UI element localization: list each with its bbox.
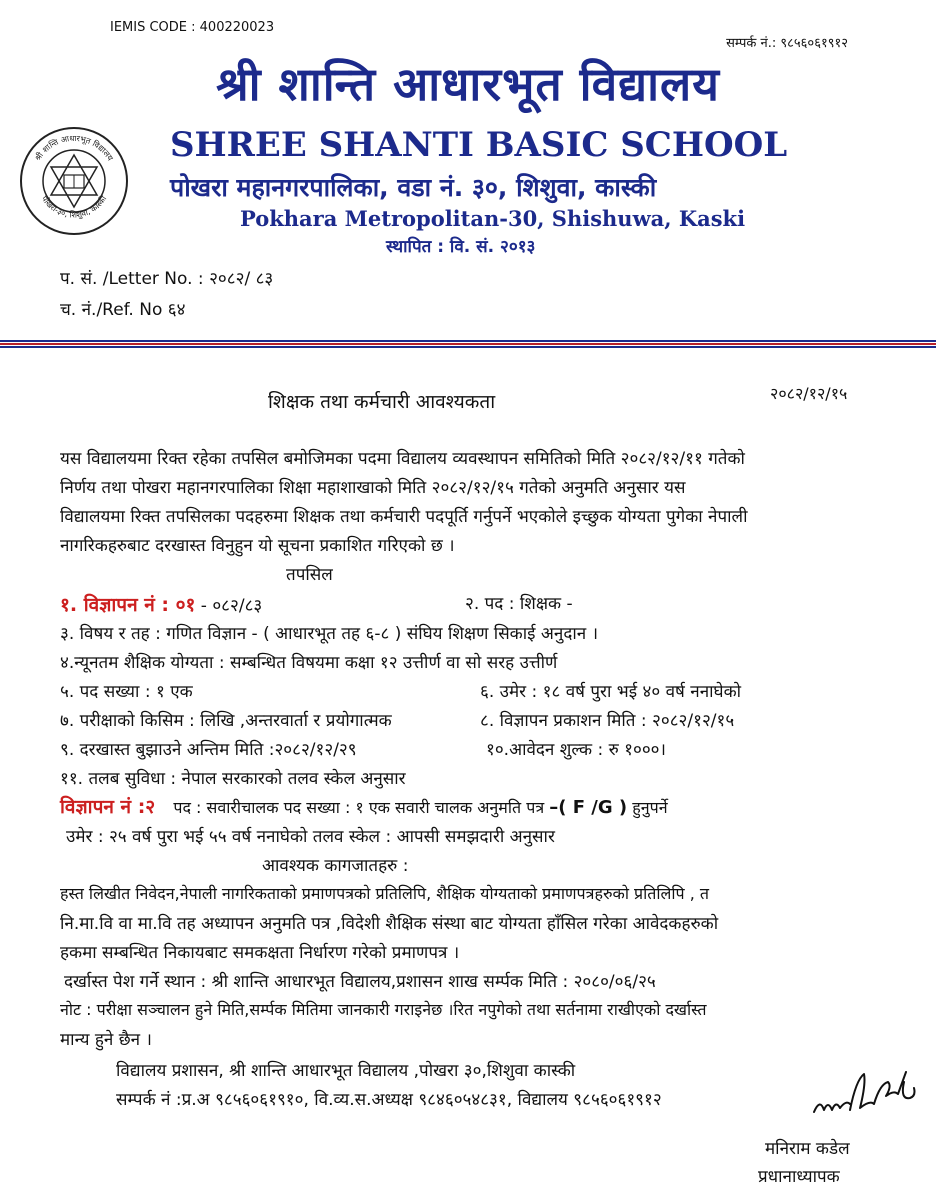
ad2-required: हुनुपर्ने xyxy=(627,798,668,817)
ad1-fee: १०.आवेदन शुल्क : रु १०००। xyxy=(486,740,666,760)
ad1-suffix: - ०८२/८३ xyxy=(200,596,263,616)
documents-line-1: हस्त लिखीत निवेदन,नेपाली नागरिकताको प्रमाणपत्रको प्रतिलिपि, शैक्षिक योग्यताको प्रमाणपत्रहरुको प्रतिलिपि , त xyxy=(60,884,710,903)
ad1-salary: ११. तलब सुविधा : नेपाल सरकारको तलव स्केल अनुसार xyxy=(60,769,406,789)
svg-text:श्री शान्ति आधारभूत विद्यालय xyxy=(32,134,115,163)
signatory-title: प्रधानाध्यापक xyxy=(758,1167,840,1187)
seal-text-bottom: पोखरा-३०, शिशुवा, कास्की xyxy=(39,194,109,220)
tapsil-heading: तपसिल xyxy=(286,565,333,585)
ref-no-value: ६४ xyxy=(167,300,186,320)
address-en: Pokhara Metropolitan-30, Shishuwa, Kaski xyxy=(240,206,746,231)
signature-graphic xyxy=(810,1060,928,1128)
intro-line-3: विद्यालयमा रिक्त तपसिलका पदहरुमा शिक्षक तथा कर्मचारी पदपूर्ति गर्नुपर्ने भएकोले इच्छुक योग्यता पुगेका नेपाली xyxy=(60,507,748,527)
documents-line-3: हकमा सम्बन्धित निकायबाट समकक्षता निर्धारण गरेको प्रमाणपत्र । xyxy=(60,943,460,963)
intro-line-1: यस विद्यालयमा रिक्त रहेका तपसिल बमोजिमका पदमा विद्यालय व्यवस्थापन समितिको मिति २०८२/१२/११ गतेको xyxy=(60,449,745,469)
ad1-label: १. विज्ञापन नं : ०१ xyxy=(60,594,196,616)
ad1-exam-type: ७. परीक्षाको किसिम : लिखि ,अन्तरवार्ता र प्रयोगात्मक xyxy=(60,711,392,731)
ad1-publish-date: ८. विज्ञापन प्रकाशन मिति : २०८२/१२/१५ xyxy=(480,711,735,731)
documents-heading: आवश्यक कागजातहरु : xyxy=(262,856,409,876)
ad1-count: ५. पद सख्या : १ एक xyxy=(60,682,193,702)
school-seal xyxy=(18,125,130,237)
seal-text-top: श्री शान्ति आधारभूत विद्यालय xyxy=(33,133,115,163)
ad1-subject-level: ३. विषय र तह : गणित विज्ञान - ( आधारभूत तह ६-८ ) संघिय शिक्षण सिकाई अनुदान । xyxy=(60,624,599,644)
letter-no-label: प. सं. /Letter No. : xyxy=(60,269,204,289)
address-np: पोखरा महानगरपालिका, वडा नं. ३०, शिशुवा, कास्की xyxy=(170,173,657,202)
note-line-2: मान्य हुने छैन । xyxy=(60,1030,152,1050)
ref-no-label: च. नं./Ref. No xyxy=(60,300,163,320)
intro-line-4: नागरिकहरुबाट दरखास्त विनुहुन यो सूचना प्रकाशित गरिएको छ । xyxy=(60,536,455,556)
ad2-line-2: उमेर : २५ वर्ष पुरा भई ५५ वर्ष ननाघेको तलव स्केल : आपसी समझदारी अनुसार xyxy=(66,827,555,847)
ad1-qualification: ४.न्यूनतम शैक्षिक योग्यता : सम्बन्धित विषयमा कक्षा १२ उत्तीर्ण वा सो सरह उत्तीर्ण xyxy=(60,653,558,673)
ad2-license-class: –( F /G ) xyxy=(549,797,628,818)
intro-line-2: निर्णय तथा पोखरा महानगरपालिका शिक्षा महाशाखाको मिति २०८२/१२/१५ गतेको अनुमति अनुसार यस xyxy=(60,478,686,498)
notice-title: शिक्षक तथा कर्मचारी आवश्यकता xyxy=(268,391,496,413)
submit-place: दर्खास्त पेश गर्ने स्थान : श्री शान्ति आधारभूत विद्यालय,प्रशासन शाख सर्म्पक मिति : २०८०/०६/२५ xyxy=(64,972,656,992)
ad1-deadline: ९. दरखास्त बुझाउने अन्तिम मिति :२०८२/१२/२९ xyxy=(60,740,357,760)
header-rule-mid xyxy=(0,343,936,345)
ad1-post: २. पद : शिक्षक - xyxy=(465,594,573,614)
ad2-details: पद : सवारीचालक पद सख्या : १ एक सवारी चालक अनुमति पत्र xyxy=(173,798,550,817)
footer-admin: विद्यालय प्रशासन, श्री शान्ति आधारभूत विद्यालय ,पोखरा ३०,शिशुवा कास्की xyxy=(116,1061,576,1081)
ad2-line-1 xyxy=(60,793,668,819)
school-name-en: SHREE SHANTI BASIC SCHOOL xyxy=(170,125,788,165)
ref-no xyxy=(60,297,185,320)
ad2-label: विज्ञापन नं :२ xyxy=(60,796,156,818)
established: स्थापित : वि. सं. २०१३ xyxy=(386,237,536,257)
header-rule-top xyxy=(0,340,936,342)
footer-contacts: सम्पर्क नं :प्र.अ ९८५६०६१९१०, वि.व्य.स.अध्यक्ष ९८४६०५४८३१, विद्यालय ९८५६०६१९१२ xyxy=(116,1090,662,1110)
letter-no xyxy=(60,266,273,289)
ad1-age: ६. उमेर : १८ वर्ष पुरा भई ४० वर्ष ननाघेको xyxy=(480,682,742,702)
notice-date: २०८२/१२/१५ xyxy=(770,384,848,403)
signatory-name: मनिराम कडेल xyxy=(765,1139,850,1159)
documents-line-2: नि.मा.वि वा मा.वि तह अध्यापन अनुमति पत्र ,विदेशी शैक्षिक संस्था बाट योग्यता हाँसिल गरेका आवेदकहरुको xyxy=(60,914,719,934)
iemis-code: IEMIS CODE : 400220023 xyxy=(110,20,275,35)
note-line-1: नोट : परीक्षा सञ्चालन हुने मिति,सर्म्पक मितिमा जानकारी गराइनेछ ।रित नपुगेको तथा सर्तनामा राखीएको दर्खास्त xyxy=(60,1000,707,1019)
header-rule-bottom xyxy=(0,346,936,348)
seal-graphic xyxy=(18,125,130,237)
signature xyxy=(810,1060,928,1128)
contact-top: सम्पर्क नं.: ९८५६०६१९१२ xyxy=(726,36,848,51)
school-name-np: श्री शान्ति आधारभूत विद्यालय xyxy=(216,57,720,111)
letter-no-value: २०८२/ ८३ xyxy=(209,269,274,289)
ad1-number xyxy=(60,591,262,617)
